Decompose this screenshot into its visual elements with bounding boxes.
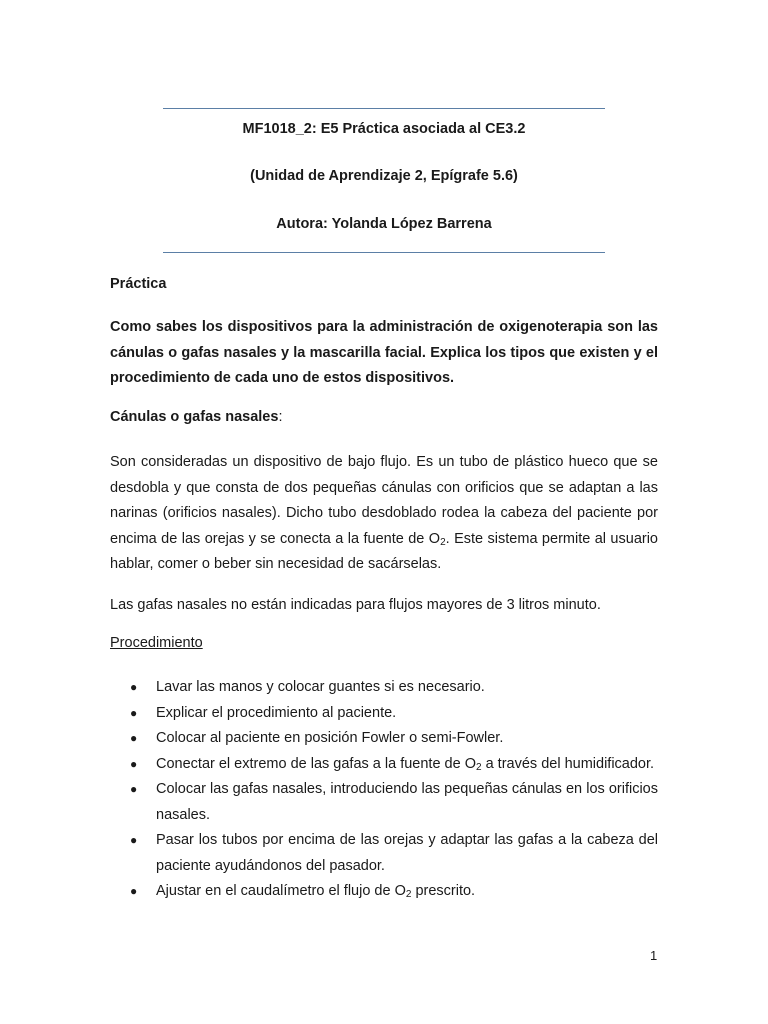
page-number: 1 (650, 948, 658, 963)
step-text: Explicar el procedimiento al paciente. (156, 704, 397, 721)
list-item (110, 752, 658, 778)
step-text: Colocar las gafas nasales, introduciendo las pequeñas cánulas en los orificios nasales. (156, 781, 658, 823)
bullet-icon: ● (130, 705, 138, 720)
header-top-rule (163, 108, 605, 109)
step-subscript: 2 (476, 761, 482, 773)
list-item (110, 828, 658, 879)
list-item (110, 675, 658, 701)
list-item (110, 879, 658, 905)
step-text: Colocar al paciente en posición Fowler o semi-Fowler. (156, 730, 504, 746)
procedure-title: Procedimiento (110, 635, 203, 651)
paragraph-description-subscript: 2 (440, 536, 446, 548)
subheading-nasal-cannulas (110, 409, 282, 425)
list-item (110, 726, 658, 752)
step-text-before: Ajustar en el caudalímetro el flujo de O (156, 883, 406, 899)
paragraph-description (110, 450, 658, 578)
step-text (156, 756, 654, 772)
bullet-icon: ● (130, 731, 138, 745)
list-item (110, 701, 658, 727)
header-course-code: MF1018_2: E5 Práctica asociada al CE3.2 (242, 121, 526, 137)
step-text (156, 883, 475, 899)
section-label: Práctica (110, 276, 167, 292)
bullet-icon: ● (130, 756, 138, 771)
list-item (110, 777, 658, 828)
step-text-before: Conectar el extremo de las gafas a la fuente de O (156, 755, 476, 772)
bullet-icon: ● (130, 833, 138, 847)
paragraph-flow-limit: Las gafas nasales no están indicadas para flujos mayores de 3 litros minuto. (110, 597, 601, 613)
step-text: Lavar las manos y colocar guantes si es necesario. (156, 679, 485, 695)
procedure-steps-list (110, 675, 658, 905)
header-author: Autora: Yolanda López Barrena (276, 216, 492, 232)
subheading-bold: Cánulas o gafas nasales (110, 409, 279, 425)
paragraph-description-text-1: Son consideradas un dispositivo de bajo flujo. Es un tubo de plástico hueco que se desdobla y que consta de dos pequeñas cánulas con orificios que se adaptan a las narinas (orificios nasales). Dicho tubo desdoblado rodea la cabeza del paciente por encima de las orejas y se conecta a la fuente de O (110, 454, 658, 547)
header-bottom-rule (163, 252, 605, 253)
paragraph-description-text-2: . Este sistema permite al usuario hablar, comer o beber sin necesidad de sacárselas. (110, 530, 658, 572)
subheading-suffix: : (278, 409, 283, 425)
question-text: Como sabes los dispositivos para la administración de oxigenoterapia son las cánulas o gafas nasales y la mascarilla facial. Explica los tipos que existen y el procedimiento de cada uno de estos dispositivos. (110, 319, 658, 386)
step-text-after: prescrito. (411, 883, 476, 899)
bullet-icon: ● (130, 782, 138, 796)
header-unit: (Unidad de Aprendizaje 2, Epígrafe 5.6) (250, 168, 518, 184)
bullet-icon: ● (130, 884, 138, 898)
step-text: Pasar los tubos por encima de las orejas y adaptar las gafas a la cabeza del paciente ayudándonos del pasador. (156, 832, 658, 874)
step-subscript: 2 (405, 889, 412, 900)
bullet-icon: ● (130, 680, 138, 694)
step-text-after: a través del humidificador. (481, 755, 655, 772)
